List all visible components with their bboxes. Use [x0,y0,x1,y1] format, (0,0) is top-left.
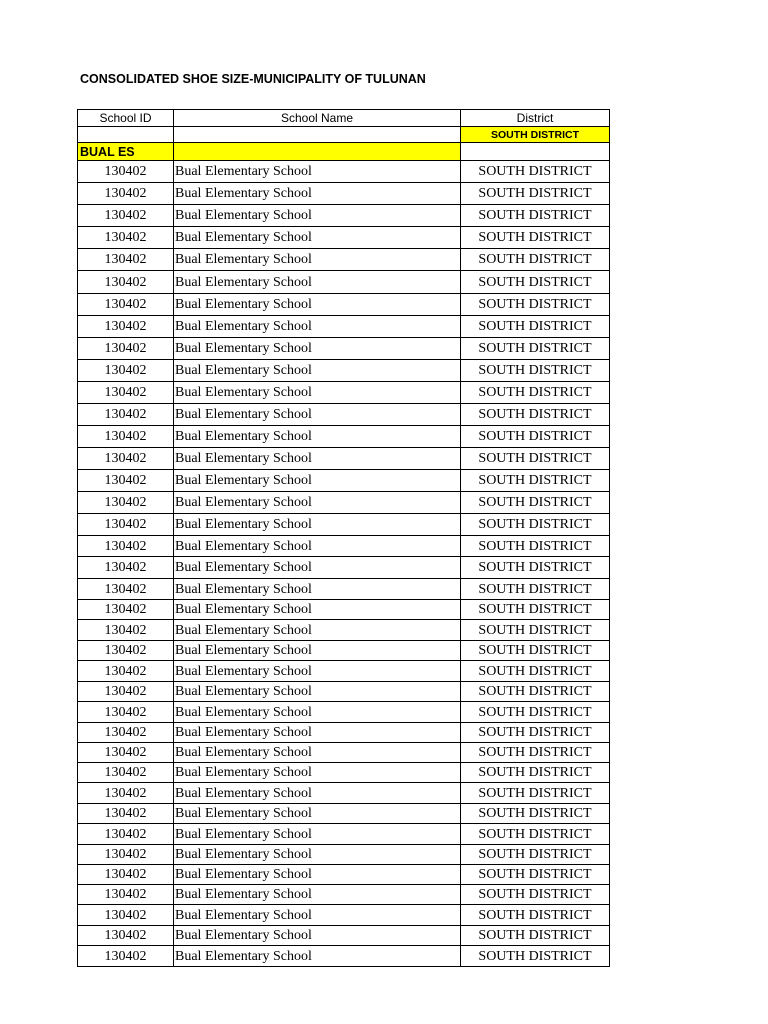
school-name-cell: Bual Elementary School [174,702,461,723]
table-row [78,865,610,885]
district-cell: SOUTH DISTRICT [461,702,610,723]
school-name-cell: Bual Elementary School [174,183,461,205]
district-cell: SOUTH DISTRICT [461,294,610,316]
table-row [78,294,610,316]
school-name-cell: Bual Elementary School [174,382,461,404]
school-id-cell: 130402 [78,885,174,905]
group-empty-cell [461,143,610,161]
district-cell: SOUTH DISTRICT [461,845,610,865]
school-id-cell: 130402 [78,338,174,360]
school-id-cell: 130402 [78,946,174,967]
school-id-cell: 130402 [78,557,174,579]
district-cell: SOUTH DISTRICT [461,161,610,183]
district-cell: SOUTH DISTRICT [461,783,610,804]
district-cell: SOUTH DISTRICT [461,946,610,967]
school-id-cell: 130402 [78,600,174,620]
group-row [78,143,610,161]
table-row [78,271,610,294]
school-id-cell: 130402 [78,249,174,271]
table-row [78,905,610,926]
district-cell: SOUTH DISTRICT [461,360,610,382]
page-title: CONSOLIDATED SHOE SIZE-MUNICIPALITY OF TULUNAN [80,72,426,86]
district-cell: SOUTH DISTRICT [461,492,610,514]
table-row [78,338,610,360]
school-name-cell: Bual Elementary School [174,641,461,661]
school-id-cell: 130402 [78,641,174,661]
table-row [78,470,610,492]
table-row [78,743,610,763]
school-id-cell: 130402 [78,845,174,865]
school-name-cell: Bual Elementary School [174,946,461,967]
district-cell: SOUTH DISTRICT [461,743,610,763]
school-name-cell: Bual Elementary School [174,579,461,600]
group-highlight-cell [174,143,461,161]
school-name-cell: Bual Elementary School [174,271,461,294]
school-name-cell: Bual Elementary School [174,620,461,641]
school-id-cell: 130402 [78,620,174,641]
table-row [78,946,610,967]
subheader-district-cell: SOUTH DISTRICT [461,127,610,143]
table-row [78,763,610,783]
table-body [78,127,610,967]
table-row [78,600,610,620]
school-name-cell: Bual Elementary School [174,205,461,227]
district-cell: SOUTH DISTRICT [461,448,610,470]
school-id-cell: 130402 [78,205,174,227]
district-cell: SOUTH DISTRICT [461,338,610,360]
table-row [78,783,610,804]
table-row [78,360,610,382]
district-cell: SOUTH DISTRICT [461,763,610,783]
school-name-cell: Bual Elementary School [174,404,461,426]
table-row [78,492,610,514]
group-label-cell: BUAL ES [78,143,174,161]
school-table [77,109,610,967]
table-row [78,448,610,470]
school-name-cell: Bual Elementary School [174,557,461,579]
table-row [78,316,610,338]
school-name-cell: Bual Elementary School [174,885,461,905]
district-cell: SOUTH DISTRICT [461,404,610,426]
table-row [78,845,610,865]
school-name-cell: Bual Elementary School [174,161,461,183]
district-cell: SOUTH DISTRICT [461,271,610,294]
district-cell: SOUTH DISTRICT [461,885,610,905]
school-id-cell: 130402 [78,470,174,492]
district-cell: SOUTH DISTRICT [461,470,610,492]
school-name-cell: Bual Elementary School [174,865,461,885]
column-header-school-id: School ID [78,110,174,127]
school-name-cell: Bual Elementary School [174,514,461,536]
district-cell: SOUTH DISTRICT [461,641,610,661]
table-row [78,514,610,536]
school-name-cell: Bual Elementary School [174,845,461,865]
table-row [78,249,610,271]
district-cell: SOUTH DISTRICT [461,382,610,404]
school-name-cell: Bual Elementary School [174,600,461,620]
school-name-cell: Bual Elementary School [174,536,461,557]
table-row [78,579,610,600]
school-id-cell: 130402 [78,448,174,470]
subheader-empty-cell [174,127,461,143]
district-cell: SOUTH DISTRICT [461,579,610,600]
column-header-district: District [461,110,610,127]
district-cell: SOUTH DISTRICT [461,536,610,557]
school-id-cell: 130402 [78,426,174,448]
school-id-cell: 130402 [78,865,174,885]
school-id-cell: 130402 [78,783,174,804]
table-row [78,702,610,723]
district-cell: SOUTH DISTRICT [461,183,610,205]
district-cell: SOUTH DISTRICT [461,557,610,579]
school-id-cell: 130402 [78,294,174,316]
table-row [78,404,610,426]
school-name-cell: Bual Elementary School [174,360,461,382]
district-cell: SOUTH DISTRICT [461,824,610,845]
table-row [78,620,610,641]
table-row [78,804,610,824]
table-row [78,723,610,743]
table-row [78,661,610,682]
column-header-school-name: School Name [174,110,461,127]
school-id-cell: 130402 [78,804,174,824]
school-name-cell: Bual Elementary School [174,723,461,743]
school-name-cell: Bual Elementary School [174,227,461,249]
table-row [78,885,610,905]
school-id-cell: 130402 [78,743,174,763]
school-name-cell: Bual Elementary School [174,470,461,492]
district-cell: SOUTH DISTRICT [461,905,610,926]
school-name-cell: Bual Elementary School [174,905,461,926]
school-id-cell: 130402 [78,492,174,514]
school-id-cell: 130402 [78,579,174,600]
school-id-cell: 130402 [78,682,174,702]
school-name-cell: Bual Elementary School [174,763,461,783]
table-row [78,536,610,557]
school-name-cell: Bual Elementary School [174,426,461,448]
table-row [78,183,610,205]
table-row [78,682,610,702]
school-id-cell: 130402 [78,404,174,426]
school-id-cell: 130402 [78,316,174,338]
school-id-cell: 130402 [78,824,174,845]
school-name-cell: Bual Elementary School [174,661,461,682]
table-row [78,824,610,845]
district-cell: SOUTH DISTRICT [461,682,610,702]
table-row [78,426,610,448]
school-name-cell: Bual Elementary School [174,743,461,763]
school-id-cell: 130402 [78,905,174,926]
school-id-cell: 130402 [78,536,174,557]
school-id-cell: 130402 [78,926,174,946]
school-id-cell: 130402 [78,763,174,783]
school-name-cell: Bual Elementary School [174,316,461,338]
school-name-cell: Bual Elementary School [174,448,461,470]
school-id-cell: 130402 [78,723,174,743]
district-cell: SOUTH DISTRICT [461,316,610,338]
district-cell: SOUTH DISTRICT [461,227,610,249]
table-row [78,161,610,183]
district-cell: SOUTH DISTRICT [461,926,610,946]
school-name-cell: Bual Elementary School [174,783,461,804]
district-cell: SOUTH DISTRICT [461,620,610,641]
school-name-cell: Bual Elementary School [174,682,461,702]
district-cell: SOUTH DISTRICT [461,205,610,227]
district-cell: SOUTH DISTRICT [461,600,610,620]
table-row [78,926,610,946]
school-name-cell: Bual Elementary School [174,824,461,845]
district-cell: SOUTH DISTRICT [461,804,610,824]
school-id-cell: 130402 [78,382,174,404]
school-name-cell: Bual Elementary School [174,926,461,946]
school-id-cell: 130402 [78,702,174,723]
school-name-cell: Bual Elementary School [174,338,461,360]
subheader-row [78,127,610,143]
district-cell: SOUTH DISTRICT [461,865,610,885]
school-id-cell: 130402 [78,661,174,682]
table-row [78,557,610,579]
table-header-row [78,110,610,127]
school-id-cell: 130402 [78,183,174,205]
district-cell: SOUTH DISTRICT [461,723,610,743]
table-row [78,641,610,661]
table-row [78,227,610,249]
district-cell: SOUTH DISTRICT [461,661,610,682]
school-id-cell: 130402 [78,161,174,183]
school-name-cell: Bual Elementary School [174,492,461,514]
school-name-cell: Bual Elementary School [174,294,461,316]
school-name-cell: Bual Elementary School [174,249,461,271]
school-id-cell: 130402 [78,271,174,294]
school-name-cell: Bual Elementary School [174,804,461,824]
school-id-cell: 130402 [78,227,174,249]
table-row [78,205,610,227]
table-row [78,382,610,404]
district-cell: SOUTH DISTRICT [461,514,610,536]
school-id-cell: 130402 [78,514,174,536]
district-cell: SOUTH DISTRICT [461,426,610,448]
school-id-cell: 130402 [78,360,174,382]
district-cell: SOUTH DISTRICT [461,249,610,271]
subheader-empty-cell [78,127,174,143]
